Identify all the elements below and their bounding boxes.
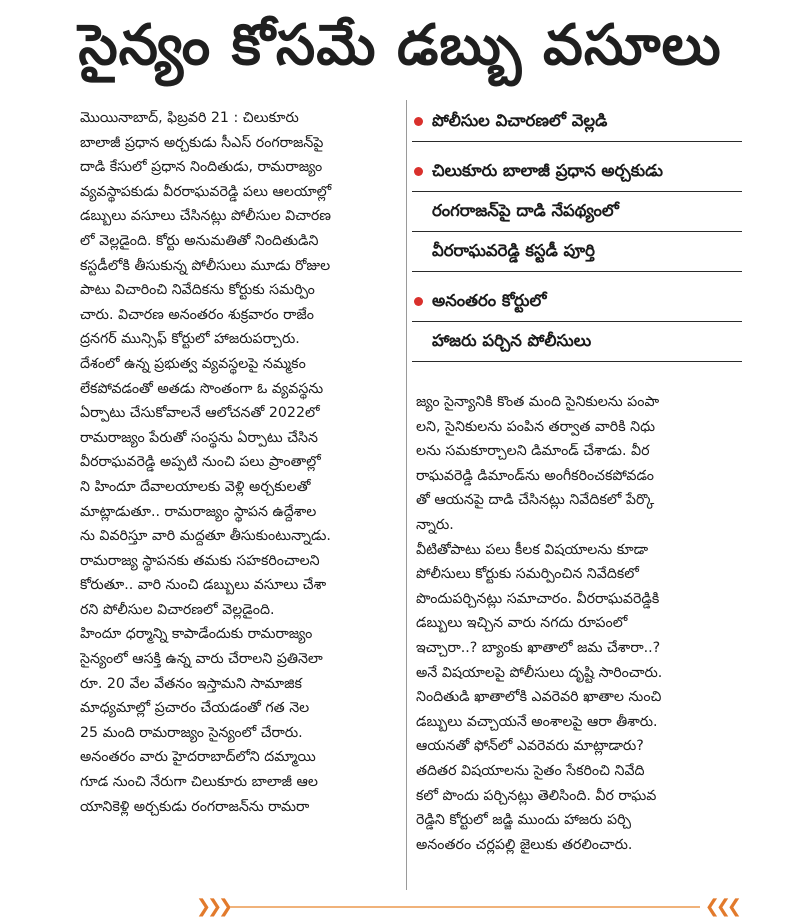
bullet-icon (414, 117, 423, 126)
headline: సైన్యం కోసమే డబ్బు వసూలు (78, 13, 722, 78)
bullet-icon (414, 167, 423, 176)
article-line: ఆయనతో ఫోన్‌లో ఎవరెవరు మాట్లాడారు? (416, 738, 644, 755)
article-line: ఏర్పాటు చేసుకోవాలనే ఆలోచనతో 2022లో (80, 405, 320, 422)
article-line: సైన్యంలో ఆసక్తి ఉన్న వారు చేరాలని ప్రతినెలా (80, 651, 323, 668)
article-line: కోరుతూ.. వారి నుంచి డబ్బులు వసూలు చేశా (80, 577, 327, 594)
highlight-gap (412, 142, 742, 152)
highlight-item (412, 102, 742, 142)
highlight-line: హాజరు పర్చిన పోలీసులు (412, 322, 742, 362)
article-left-column (80, 106, 402, 819)
article-line: రని పోలీసుల విచారణలో వెల్లడైంది. (80, 601, 275, 618)
article-line: దేశంలో ఉన్న ప్రభుత్వ వ్యవస్థలపై నమ్మకం (80, 355, 306, 372)
article-line: గూడ నుంచి నేరుగా చిలుకూరు బాలాజీ ఆల (80, 774, 318, 791)
article-line: ఇచ్చారా..? బ్యాంకు ఖాతాలో జమ చేశారా..? (416, 639, 661, 656)
article-line: పొందుపర్చినట్లు సమాచారం. వీరరాఘవరెడ్డికి (416, 590, 660, 607)
article-line: జ్యం సైన్యానికి కొంత మంది సైనికులను పంపా (416, 394, 660, 410)
article-line: వ్యవస్థాపకుడు వీరరాఘవరెడ్డి పలు ఆలయాల్లో (80, 183, 332, 200)
highlight-gap (412, 272, 742, 282)
highlight-line: రంగరాజన్‌పై దాడి నేపథ్యంలో (412, 192, 742, 232)
article-line: తో ఆయనపై దాడి చేసినట్లు నివేదికలో పేర్కొ (416, 492, 655, 509)
article-line: న్నారు. (416, 516, 454, 533)
article-line: పోలీసులు కోర్టుకు సమర్పించిన నివేదికలో (416, 566, 639, 583)
highlight-line: అనంతరం కోర్టులో (412, 282, 742, 322)
chevron-left-icon: ❮❮❮ (704, 896, 738, 917)
article-line: లో వెల్లడైంది. కోర్టు అనుమతితో నిందితుడిని (80, 232, 319, 249)
article-line: రూ. 20 వేల వేతనం ఇస్తామని సామాజిక (80, 675, 302, 692)
article-line: లేకపోవడంతో అతడు సొంతంగా ఓ వ్యవస్థను (80, 380, 324, 397)
article-line: కలో పొందు పర్చినట్లు తెలిసింది. వీర రాఘవ (416, 787, 657, 804)
article-line: ద్రనగర్ మున్సిఫ్ కోర్టులో హాజరుపర్చారు. (80, 331, 300, 348)
article-line: యానికెళ్లి అర్చకుడు రంగరాజన్‌ను రామరా (80, 798, 310, 815)
bottom-decoration (0, 898, 800, 920)
chevron-right-icon: ❯❯❯ (196, 896, 230, 917)
article-line: కస్టడీలోకి తీసుకున్న పోలీసులు మూడు రోజుల (80, 257, 331, 274)
article-line: రాఘవరెడ్డి డిమాండ్‌ను అంగీకరించకపోవడం (416, 467, 654, 484)
article-line: మాట్లాడుతూ.. రామరాజ్యం స్థాపన ఉద్దేశాల (80, 503, 317, 520)
article-line: 25 మంది రామరాజ్యం సైన్యంలో చేరారు. (80, 724, 303, 741)
article-line: అనే విషయాలపై పోలీసులు దృష్టి సారించారు. (416, 664, 663, 681)
article-line: హిందూ ధర్మాన్ని కాపాడేందుకు రామరాజ్యం (80, 626, 313, 643)
article-line: మాధ్యమాల్లో ప్రచారం చేయడంతో గత నెల (80, 700, 310, 717)
article-line: రెడ్డిని కోర్టులో జడ్జి ముందు హాజరు పర్చి (416, 812, 631, 829)
article-line: ని హిందూ దేవాలయాలకు వెళ్లి అర్చకులతో (80, 478, 311, 495)
article-line: వీటితోపాటు పలు కీలక విషయాలను కూడా (416, 541, 649, 558)
bullet-icon (414, 297, 423, 306)
article-line: రామరాజ్య స్థాపనకు తమకు సహకరించాలని (80, 552, 320, 569)
article-line: లని, సైనికులను పంపిన తర్వాత వారికి నిధు (416, 418, 656, 435)
article-line: మొయినాబాద్, ఫిబ్రవరి 21 : చిలుకూరు (80, 110, 299, 126)
article-right-column (416, 390, 738, 857)
article-line: డబ్బులు ఇచ్చిన వారు నగదు రూపంలో (416, 615, 628, 632)
article-line: దాడి కేసులో ప్రధాన నిందితుడు, రామరాజ్యం (80, 159, 323, 176)
highlight-line: చిలుకూరు బాలాజీ ప్రధాన అర్చకుడు (412, 152, 742, 192)
article-line: బాలాజీ ప్రధాన అర్చకుడు సీఎస్ రంగరాజన్‌పై (80, 134, 324, 151)
article-line: అనంతరం చర్లపల్లి జైలుకు తరలించారు. (416, 836, 633, 853)
bottom-rule (230, 906, 700, 908)
article-line: లను సమకూర్చాలని డిమాండ్ చేశాడు. వీర (416, 443, 650, 460)
article-line: అనంతరం వారు హైదరాబాద్‌లోని దమ్మాయి (80, 749, 316, 766)
highlight-line: వీరరాఘవరెడ్డి కస్టడీ పూర్తి (412, 232, 742, 272)
highlight-line: పోలీసుల విచారణలో వెల్లడి (412, 102, 742, 142)
highlight-item (412, 152, 742, 272)
article-line: వీరరాఘవరెడ్డి అప్పటి నుంచి పలు ప్రాంతాల్లో (80, 454, 321, 471)
highlights-box (412, 102, 742, 362)
article-line: ను వివరిస్తూ వారి మద్దతూ తీసుకుంటున్నాడు. (80, 528, 331, 545)
article-line: చారు. విచారణ అనంతరం శుక్రవారం రాజేం (80, 306, 314, 323)
article-line: తదితర విషయాలను సైతం సేకరించి నివేది (416, 762, 645, 779)
article-line: డబ్బులు వసూలు చేసినట్లు పోలీసుల విచారణ (80, 208, 332, 225)
article-line: డబ్బులు వచ్చాయనే అంశాలపై ఆరా తీశారు. (416, 713, 658, 730)
article-line: రామరాజ్యం పేరుతో సంస్థను ఏర్పాటు చేసిన (80, 429, 318, 446)
article-line: నిందితుడి ఖాతాలోకి ఎవరెవరి ఖాతాల నుంచి (416, 689, 662, 706)
article-line: పాటు విచారించి నివేదికను కోర్టుకు సమర్పిం (80, 282, 315, 299)
highlight-item (412, 282, 742, 362)
column-divider (406, 100, 407, 890)
